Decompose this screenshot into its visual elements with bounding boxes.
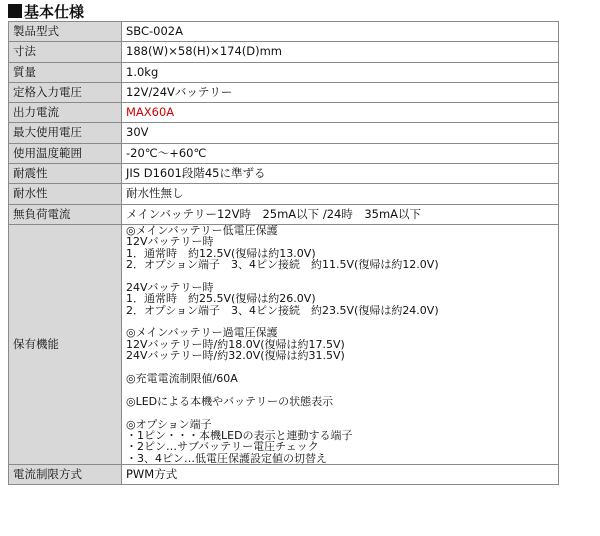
feature-line (126, 316, 554, 327)
spec-table (8, 21, 559, 485)
spec-value: PWM方式 (122, 465, 559, 485)
table-row (9, 184, 559, 204)
feature-line: 12Vバッテリー時/約18.0V(復帰は約17.5V) (126, 338, 345, 351)
table-row (9, 22, 559, 42)
square-bullet-icon (8, 4, 22, 18)
spec-label: 使用温度範囲 (9, 143, 122, 163)
spec-label: 耐水性 (9, 184, 122, 204)
spec-value: 1.0kg (122, 62, 559, 82)
spec-label: 無負荷電流 (9, 204, 122, 224)
table-row (9, 62, 559, 82)
table-row (9, 123, 559, 143)
spec-value: 12V/24Vバッテリー (122, 82, 559, 102)
feature-line (126, 362, 554, 373)
spec-value: SBC-002A (122, 22, 559, 42)
feature-line (126, 384, 554, 395)
feature-line: 1．通常時 約25.5V(復帰は約26.0V) (126, 293, 316, 305)
spec-value: 耐水性無し (122, 184, 559, 204)
feature-line: ◎メインバッテリー低電圧保護 (126, 224, 278, 237)
feature-line: ◎LEDによる本機やバッテリーの状態表示 (126, 395, 334, 408)
section-title-text: 基本仕様 (24, 3, 85, 21)
feature-line: ◎メインバッテリー過電圧保護 (126, 327, 278, 339)
feature-line: ・3、4ピン…低電圧保護設定値の切替え (126, 452, 327, 465)
spec-label: 出力電流 (9, 103, 122, 123)
feature-line (126, 407, 554, 418)
section-title (8, 2, 84, 22)
spec-label: 製品型式 (9, 22, 122, 42)
spec-label: 保有機能 (9, 224, 122, 464)
spec-label: 質量 (9, 62, 122, 82)
spec-label: 耐震性 (9, 164, 122, 184)
spec-value-highlight: MAX60A (122, 103, 559, 123)
spec-label: 寸法 (9, 42, 122, 62)
feature-line: ・1ピン・・・本機LEDの表示と連動する端子 (126, 430, 353, 442)
spec-label: 最大使用電圧 (9, 123, 122, 143)
spec-label: 電流制限方式 (9, 465, 122, 485)
table-row-features (9, 224, 559, 464)
table-row (9, 82, 559, 102)
features-list (122, 224, 559, 464)
feature-line: ・2ピン…サブバッテリー電圧チェック (126, 441, 319, 453)
spec-value: 188(W)×58(H)×174(D)mm (122, 42, 559, 62)
spec-label: 定格入力電圧 (9, 82, 122, 102)
feature-line: 1．通常時 約12.5V(復帰は約13.0V) (126, 247, 316, 260)
feature-line: 24Vバッテリー時 (126, 281, 214, 294)
spec-value: JIS D1601段階45に準ずる (122, 164, 559, 184)
feature-line: ◎オプション端子 (126, 418, 212, 430)
table-row (9, 42, 559, 62)
feature-line (126, 271, 554, 282)
table-row (9, 103, 559, 123)
table-row (9, 465, 559, 485)
feature-line: ◎充電電流制限値/60A (126, 373, 238, 385)
feature-line: 2．オプション端子 3、4ピン接続 約23.5V(復帰は約24.0V) (126, 304, 439, 317)
spec-value: メインバッテリー12V時 25mA以下 /24時 35mA以下 (122, 204, 559, 224)
table-row (9, 204, 559, 224)
table-row (9, 143, 559, 163)
feature-line: 24Vバッテリー時/約32.0V(復帰は約31.5V) (126, 350, 345, 362)
spec-value: 30V (122, 123, 559, 143)
spec-value: -20℃～+60℃ (122, 143, 559, 163)
table-row (9, 164, 559, 184)
feature-line: 2．オプション端子 3、4ピン接続 約11.5V(復帰は約12.0V) (126, 259, 439, 271)
feature-line: 12Vバッテリー時 (126, 236, 214, 248)
